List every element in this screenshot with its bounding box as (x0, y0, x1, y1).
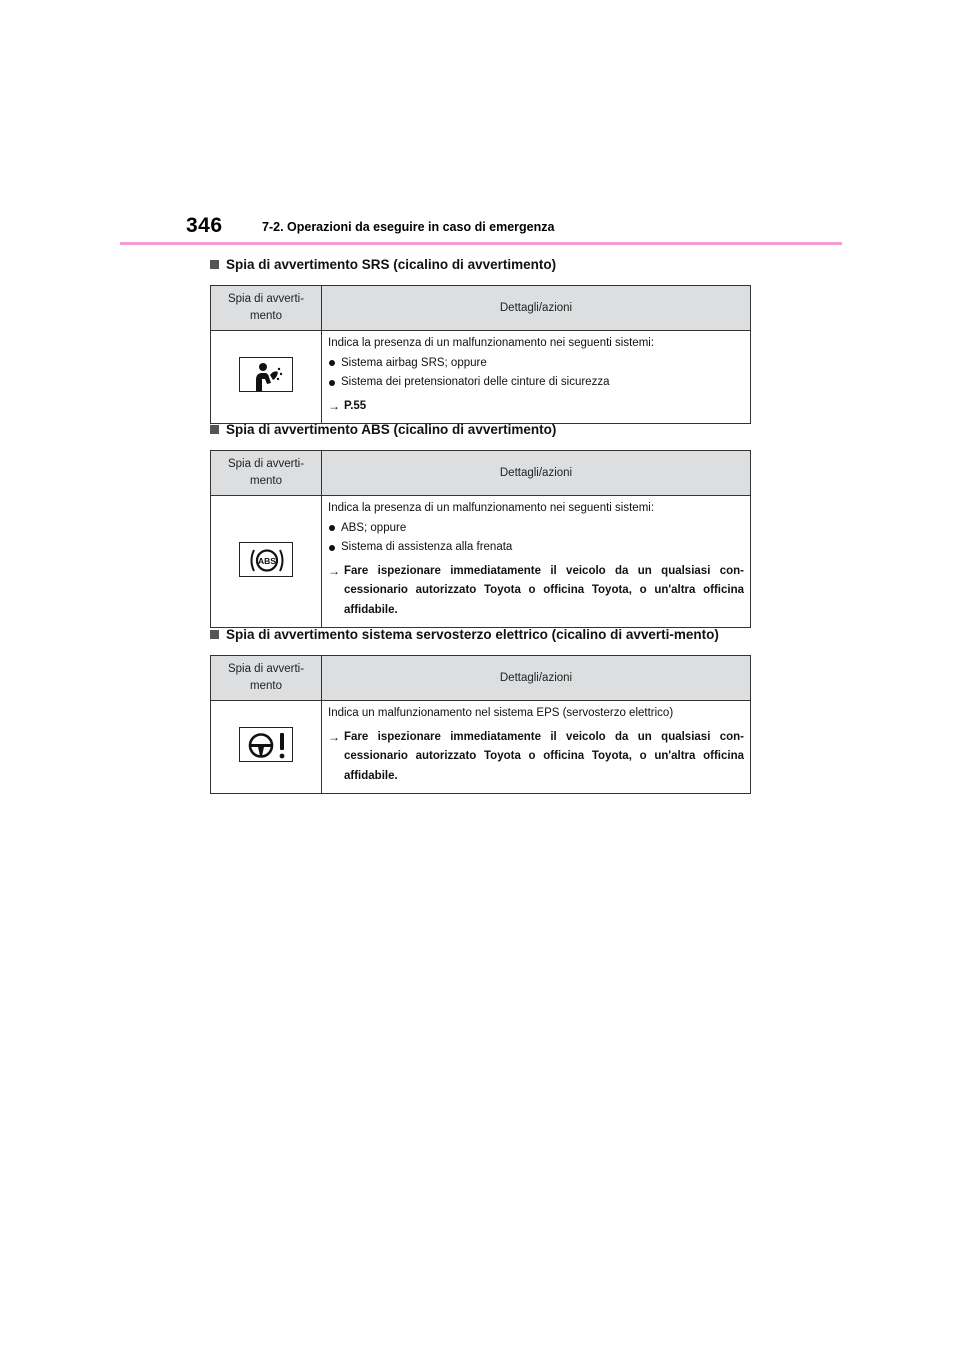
header-divider (120, 242, 842, 245)
bullet-dot-icon (329, 525, 335, 531)
details-cell: Indica la presenza di un malfunzionamento nei seguenti sistemi: Sistema airbag SRS; oppure Sistema dei pretensionatori delle cinture di sicurezza → P.55 (322, 331, 751, 424)
arrow-icon: → (328, 729, 340, 744)
svg-text:ABS: ABS (258, 555, 276, 566)
details-cell: Indica un malfunzionamento nel sistema EPS (servosterzo elettrico) → Fare ispezionare immediatamente il veicolo da un qualsiasi con-cessionario autorizzato Toyota o officina Toyota, o un'altra officina affidabile. (322, 701, 751, 794)
eps-warning-icon (239, 727, 293, 762)
square-bullet-icon (210, 630, 219, 639)
page-number: 346 (186, 214, 223, 237)
details-cell: Indica la presenza di un malfunzionamento nei seguenti sistemi: ABS; oppure Sistema di assistenza alla frenata → Fare ispezionare immediatamente il veicolo da un qualsiasi con-cessionario autorizzato Toyota o officina Toyota, o un'altra officina affidabile. (322, 496, 751, 628)
icon-cell (211, 331, 322, 424)
list-item: Sistema airbag SRS; oppure (328, 354, 744, 374)
list-item: Sistema di assistenza alla frenata (328, 538, 744, 558)
action-instruction: → Fare ispezionare immediatamente il veicolo da un qualsiasi con-cessionario autorizzato Toyota o officina Toyota, o un'altra officina affidabile. (328, 562, 744, 621)
warning-table (210, 285, 751, 424)
square-bullet-icon (210, 425, 219, 434)
abs-warning-icon (239, 542, 293, 577)
section-srs (210, 255, 770, 424)
section-eps (210, 625, 770, 794)
header-cell-details: Dettagli/azioni (322, 451, 751, 496)
airbag-warning-icon (239, 357, 293, 392)
bullet-dot-icon (329, 380, 335, 386)
header-cell-details: Dettagli/azioni (322, 656, 751, 701)
header-cell-light: Spia di avverti- mento (211, 656, 322, 701)
icon-cell (211, 496, 322, 628)
arrow-icon: → (328, 563, 340, 578)
list-item: Sistema dei pretensionatori delle cinture di sicurezza (328, 373, 744, 393)
chapter-title: 7-2. Operazioni da eseguire in caso di emergenza (262, 220, 555, 234)
square-bullet-icon (210, 260, 219, 269)
icon-cell (211, 701, 322, 794)
section-title: Spia di avvertimento SRS (cicalino di avvertimento) (210, 255, 770, 274)
warning-table (210, 450, 751, 628)
bullet-dot-icon (329, 360, 335, 366)
action-instruction: → Fare ispezionare immediatamente il veicolo da un qualsiasi con-cessionario autorizzato Toyota o officina Toyota, o un'altra officina affidabile. (328, 728, 744, 787)
arrow-icon: → (328, 398, 340, 413)
list-item: ABS; oppure (328, 519, 744, 539)
warning-table (210, 655, 751, 794)
header-cell-details: Dettagli/azioni (322, 286, 751, 331)
header-cell-light: Spia di avverti- mento (211, 286, 322, 331)
header-cell-light: Spia di avverti- mento (211, 451, 322, 496)
section-title: Spia di avvertimento ABS (cicalino di avvertimento) (210, 420, 770, 439)
section-abs (210, 420, 770, 628)
section-title: Spia di avvertimento sistema servosterzo elettrico (cicalino di avverti-mento) (210, 625, 730, 644)
bullet-dot-icon (329, 545, 335, 551)
page-reference[interactable]: → P.55 (328, 397, 744, 417)
